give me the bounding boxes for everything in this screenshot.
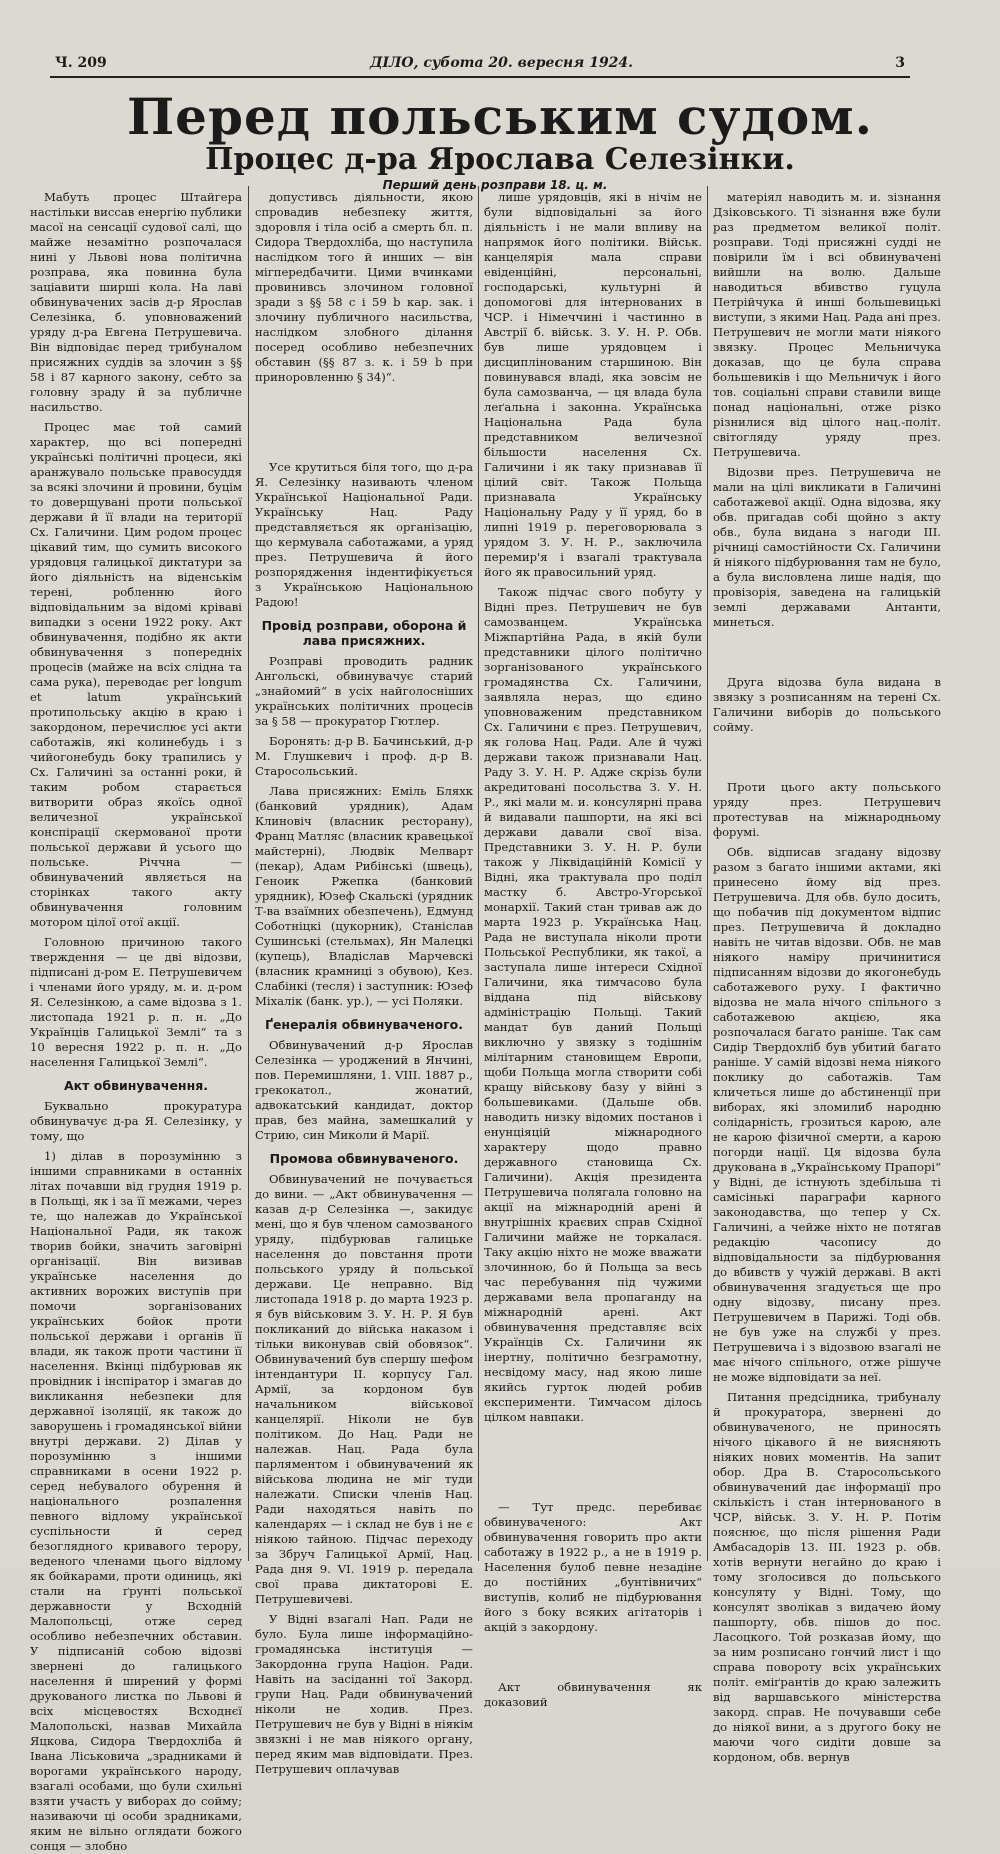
page-number: 3 xyxy=(895,55,905,71)
article-column-3 xyxy=(484,190,702,1709)
blank-space xyxy=(255,390,473,460)
paragraph: Процес має той самий характер, що всі попередні українські політичні процеси, які аранжувало польське правосуддя за всякі злочини й провини, буцім то доверщувані проти польської держави й її влади на території Сх. Галичини. Цим родом процес цікавий тим, що сумить високого урядовця галицької диктатури за його діяльність на віденськім терені, робленню його відповідальним за відомі кріваві випадки з осени 1922 року. Акт обвинувачення, подібно як акти обвинувачення з попередніх процесів (майже на всіх слідна та сама рука), переводає per longum et latum український протипольську акцію в краю і закордоном, перечислює усі акти саботажів, які колинебудь і з чийогонебудь боку трапились у Сх. Галичині за останні роки, й таким робом старається витворити образ якоїсь одної величезної української конспірації скермованої проти польської держави й усього що польське. Річчна — обвинувачений являється на сторінках такого акту обвинувачення головним мотором цілої отої акції. xyxy=(30,420,242,929)
blank-space xyxy=(713,635,941,675)
paragraph: Мабуть процес Штайгера настільки виссав енергію публики масої на сенсації судової салі, що майже незамітно розпочалася нині у Львові нова політична розправа, яка повинна була заціавити ширші кола. На лаві обвинувачених засів д-р Ярослав Селезінка, б. уповноважений уряду д-ра Евгена Петрушевича. Він відповідає перед трибуналом присяжних суддів за злочин з §§ 58 і 87 карного закону, себто за головну зраду й за публичне насильство. xyxy=(30,190,242,414)
blank-space xyxy=(484,1640,702,1680)
paragraph: Лава присяжних: Еміль Бляхк (банковий урядник), Адам Клиновіч (власник ресторану), Франц Матляс (власник кравецької майстерні), Людвік Мелварт (пекар), Адам Рибінські (швець), Геноик Ржепка (банковий урядник), Юзеф Скальскі (урядник Т-ва взаїмних обезпечень), Едмунд Соботніцкі (цукорник), Станіслав Сушинські (стельмах), Ян Малецкі (купець), Владіслав Марчевскі (власник крамниці з обувою), Кез. Слабінкі (тесля) і заступник: Юзеф Міхалік (банк. ур.), — усі Поляки. xyxy=(255,784,473,1008)
paragraph: Розправі проводить радник Ангольскі, обвинувачує старий „знайомий“ в усіх найголосніших українських політичних процесів за § 58 — прокуратор Гютлер. xyxy=(255,654,473,728)
blank-space xyxy=(484,1430,702,1500)
day-title: Перший день розправи 18. ц. м. xyxy=(382,178,608,192)
section-heading: Провід розправи, оборона й лава присяжних. xyxy=(261,618,467,648)
paragraph: Обв. відписав згадану відозву разом з багато іншими актами, які принесено йому від през. Петрушевича. Для обв. було досить, що побачив під документом відпис през. Петрушевича й докладно навіть не читав відозви. Обв. не мав ніякого наміру причинитися підписанням відозви до якогонебудь саботажевого руху. І фактично відозва не мала нічого спільного з саботажевою акцією, яка розпочалася багато раніше. Так сам Сидір Твердохліб був убитий багато раніше. У самій відозві нема ніякого поклику до саботажів. Там кличеться лише до абстиненції при виборах, які зломилиб народню солідарність, грозиться карою, але не карою фізичної смерти, а карою погорди нації. Ця відозва була друкована в „Українському Прапорі“ у Відні, де істнують здебільша ті самісінькі параграфи карного законодавства, що тепер у Сх. Галичині, а чейже ніхто не потягав редакцію часопису до відповідальности за підбурювання до вбивств у чужій державі. В акті обвинувачення згадується ще про одну відозву, писану през. Петрушевичем в Парижі. Тоді обв. не був уже на службі у през. Петрушевича і з відозвою взагалі не має нічого спільного, отже рішуче не може відповідати за неї. xyxy=(713,845,941,1384)
paragraph: допустивсь діяльности, якою спровадив небезпеку життя, здоровля і тіла осіб а смерть бл. п. Сидора Твердохліба, що наступила наслідком того й инших — він мігпередбачити. Цими вчинками провинивсь злочином головної зради з §§ 58 с і 59 b кар. зак. і злочину публичного насильства, наслідком злобного ділання посеред особливо небезпечних обставин (§§ 87 з. к. і 59 b при приноровленню § 34)“. xyxy=(255,190,473,384)
article-column-2 xyxy=(255,190,473,1776)
blank-space xyxy=(713,740,941,780)
section-heading: Промова обвинуваченого. xyxy=(269,1151,459,1166)
masthead-date: ДІЛО, субота 20. вересня 1924. xyxy=(370,55,634,71)
article-column-4 xyxy=(713,190,941,1764)
section-heading: Ґенералія обвинуваченого. xyxy=(264,1017,464,1032)
column-divider xyxy=(248,186,249,1561)
paragraph: Проти цього акту польського уряду през. Петрушевич протестував на міжнародньому форумі. xyxy=(713,780,941,839)
paragraph: лише урядовців, які в нічім не були відповідальні за його діяльність і не мали впливу на напрямок його політики. Військ. канцелярія мала справи евіденційні, персональні, господарські, культурні й допомогові для інтернованих в ЧСР. і Німеччині і частинно в Австрії б. військ. З. У. Н. Р. Обв. був лише урядовцем і дисциплінованим старшиною. Він повинувався владі, яка зовсім не була самозванча, — ця влада була леґальна і законна. Українська Національна Рада була представником величезної більшости населення Сх. Галичини і як таку признавав її цілий світ. Також Польща признавала Українську Національну Раду у її уряд, бо в липні 1919 р. переговорювала з урядом З. У. Н. Р., заключила перемир'я і взагалі трактувала його як правосильний уряд. xyxy=(484,190,702,579)
paragraph: — Тут предс. перебиває обвинуваченого: Акт обвинувачення говорить про акти саботажу в 1922 р., а не в 1919 р. Населення булоб певне незадіне до постійних „бунтівничих“ виступів, колиб не підбурювання його з боку всяких агітаторів і акцій з закордону. xyxy=(484,1500,702,1634)
section-heading: Акт обвинувачення. xyxy=(64,1078,208,1093)
article-column-1 xyxy=(30,190,242,1853)
running-header xyxy=(55,55,905,77)
column-divider xyxy=(707,186,708,1561)
paragraph: У Відні взагалі Нап. Ради не було. Була лише інформаційно-громадянська інституція — Закордонна група Націон. Ради. Навіть на засіданні тої Закорд. групи Нац. Ради обвинувачений ніколи не ходив. През. Петрушевич не був у Відні в ніякім звязкні і не мав ніякого органу, перед яким мав відповідати. През. Петрушевич оплачував xyxy=(255,1612,473,1776)
headline: Перед польським судом. xyxy=(126,87,874,146)
paragraph: Боронять: д-р В. Бачинський, д-р М. Глушкевич і проф. д-р В. Старосольський. xyxy=(255,734,473,778)
issue-number: Ч. 209 xyxy=(55,55,107,71)
paragraph: Друга відозва була видана в звязку з розписанням на терені Сх. Галичини виборів до польського сойму. xyxy=(713,675,941,734)
subheadline: Процес д-ра Ярослава Селезінки. xyxy=(205,142,795,177)
paragraph: Усе крутиться біля того, що д-ра Я. Селезінку називають членом Української Національної Ради. Українську Нац. Раду представляється як організацію, що кермувала саботажами, а уряд през. Петрушевича й його розпорядження індентифікується з Українською Національною Радою! xyxy=(255,460,473,609)
paragraph: Акт обвинувачення як доказовий xyxy=(484,1680,702,1709)
paragraph: Відозви през. Петрушевича не мали на цілі викликати в Галичині саботажевої акції. Одна відозва, яку обв. пригадав собі щойно з акту обв., була видана з нагоди III. річниці самостійности Сх. Галичини й ніякого підбурювання там не було, а була висловлена лише надія, що провізорія, заведена на галицькій землі державами Антанти, минеться. xyxy=(713,465,941,629)
header-rule xyxy=(50,76,910,78)
paragraph: 1) ділав в порозумінню з іншими справниками в останніх літах почавши від грудня 1919 р. в Польщі, як і за її межами, через те, що належав до Української Національної Ради, як також творив бойки, значить заговірні організації. Він визивав українське населення до активних ворожих виступів при помочи зорганізованих українських бойок проти польської держави і органів її влади, як також проти частини її населення. Вкінці підбурював як провідник і інспіратор і змагав до викликання небезпеки для державної ізоляції, як також до заворушень і громадянської війни внутрі держави. 2) Ділав у порозумінню з іншими справниками в осени 1922 р. серед небувалого обурення й національного розпалення певного відлому української суспільности й серед безоглядного кривавого терору, веденого членами цього відлому як бойкарами, проти одиниць, які стали на ґрунті польської державности у Всходній Малопольсці, отже серед особливо небезпечних обставин. У підписаній собою відозві звернені до галицького населення й ширений у формі друкованого листка по Львові й всіх місцевостях Всходнєї Малопольскі, назвав Михайла Яцкова, Сидора Твердохліба й Івана Ліськовича „зрадниками й ворогами українського народу, взагалі особами, що були схильні взяти участь у виборах до сойму; називаючи ці особи зрадниками, яким не вільно оглядати божого сонця — злобно xyxy=(30,1149,242,1853)
paragraph: Також підчас свого побуту у Відні през. Петрушевич не був самозванцем. Українська Міжпартійна Рада, в якій були представники цілого політично зорганізованого українського громадянства Сх. Галичини, заявляла нераз, що єдино уповноваженим представником Сх. Галичини є през. Петрушевич, як голова Нац. Ради. Але й чужі держави також признавали Нац. Раду З. У. Н. Р. Адже скрізь були акредитовані посольства З. У. Н. Р., які мали м. и. консулярні права й видавали пашпорти, на які всі держави давали свої віза. Представники З. У. Н. Р. були також у Ліквідаційній Комісії у Відні, яка трактувала про поділ мастку б. Австро-Угорської монархії. Такий стан тривав аж до марта 1923 р. Українська Нац. Рада не виступала ніколи проти Польської Республики, як такої, а заступала лише інтереси Східної Галичини, яка тимчасово була віддана під військову адміністрацію Польщі. Такий мандат був даний Польщі виключно у звязку з тодішнім мілітарним становищем Европи, щоби Польща могла створити собі кращу військову базу у війні з большевиками. (Дальше обв. наводить низку відомих постанов і енунціяцій міжнародного характеру щодо правно державного становища Сх. Галичини). Акція президента Петрушевича полягала головно на акції на міжнародній арені й внутрішніх краєвих справ Східної Галичини майже не торкалася. Таку акцію ніхто не може вважати злочинною, бо й Польща за весь час перебування під чужими державами вела пропаганду на міжнародній арені. Акт обвинувачення представляє всіх Українців Сх. Галичини як інертну, політично безграмотну, несвідому масу, над якою лише якийсь гурток людей робив експерименти. Тимчасом ділось цілком навпаки. xyxy=(484,585,702,1424)
paragraph: матеріял наводить м. и. зізнання Дзіковського. Ті зізнання вже були раз предметом великої політ. розправи. Тоді присяжні судді не повірили їм і всі обвинувачені вийшли на волю. Дальше наводиться вбивство гуцула Петрійчука й инші большевицькі виступи, з якими Нац. Рада ані през. Петрушевич не могли мати ніякого звязку. Процес Мельничука доказав, що це була справа большевиків і що Мельничук і його тов. соціальні справи ставили вище понад національні, отже різко різнилися від цілого нац.-політ. світоглядy уряду през. Петрушевича. xyxy=(713,190,941,459)
paragraph: Обвинувачений д-р Ярослав Селезінка — уроджений в Янчині, пов. Перемишляни, 1. VIII. 1887 р., грекокатол., жонатий, адвокатський кандидат, доктор прав, без майна, замешкалий у Стрию, син Миколи й Марії. xyxy=(255,1038,473,1142)
paragraph: Головною причиною такого тверждення — це дві відозви, підписані д-ром Е. Петрушевичем і членами його уряду, м. и. д-ром Я. Селезінкою, а саме відозва з 1. листопада 1921 р. п. н. „До Українців Галицької Землі“ та з 10 вересня 1922 р. п. н. „До населення Галицької Землі“. xyxy=(30,935,242,1069)
paragraph: Буквально прокуратура обвинувачує д-ра Я. Селезінку, у тому, що xyxy=(30,1099,242,1143)
paragraph: Питання предсідника, трибуналу й прокуратора, звернені до обвинуваченого, не приносять нічого цікавого й не виясняють ніяких нових моментів. На запит обор. Дра В. Старосольського обвинувачений дає інформації про скількість і стан інтернованого в ЧСР, військ. З. У. Н. Р. Потім пояснює, що після рішення Ради Амбасадорів 13. III. 1923 р. обв. хотів вернути негайно до краю і тому зголосився до польського консуляту у Відні. Тому, що консулят зволікав з видачею йому пашпорту, обв. пішов до пос. Ласоцкого. Той розказав йому, що за ним розписано гончий лист і що справа поворотy всіх українських політ. еміґрантів до краю залежить від варшавського міністерства закорд. справ. Не почувавши себе до ніякої вини, а з другого боку не маючи чого сидіти довше за кордоном, обв. вернув xyxy=(713,1390,941,1764)
paragraph: Обвинувачений не почувається до вини. — „Акт обвинувачення — казав д-р Селезінка —, закидує мені, що я був членом самозваного уряду, підбурював галицьке населення до повстання проти польського уряду й польської держави. Це неправно. Від листопада 1918 р. до марта 1923 р. я був військовим З. У. Н. Р. Я був покликаний до війська наказом і тільки виконував свій обовязок“. Обвинувачений був спершу шефом інтендантури II. корпусу Гал. Армії, за кордоном був начальником військової канцелярії. Ніколи не був політиком. До Нац. Ради не належав. Нац. Рада була парляментом і обвинувачений як військова людина не міг туди належати. Списки членів Нац. Ради находяться навіть по календарях — і склад не був і не є ніякою тайною. Підчас переходу за Збруч Галицької Армії, Нац. Рада дня 9. VI. 1919 р. передала свої права диктаторові Е. Петрушевичеві. xyxy=(255,1172,473,1606)
column-divider xyxy=(478,186,479,1561)
